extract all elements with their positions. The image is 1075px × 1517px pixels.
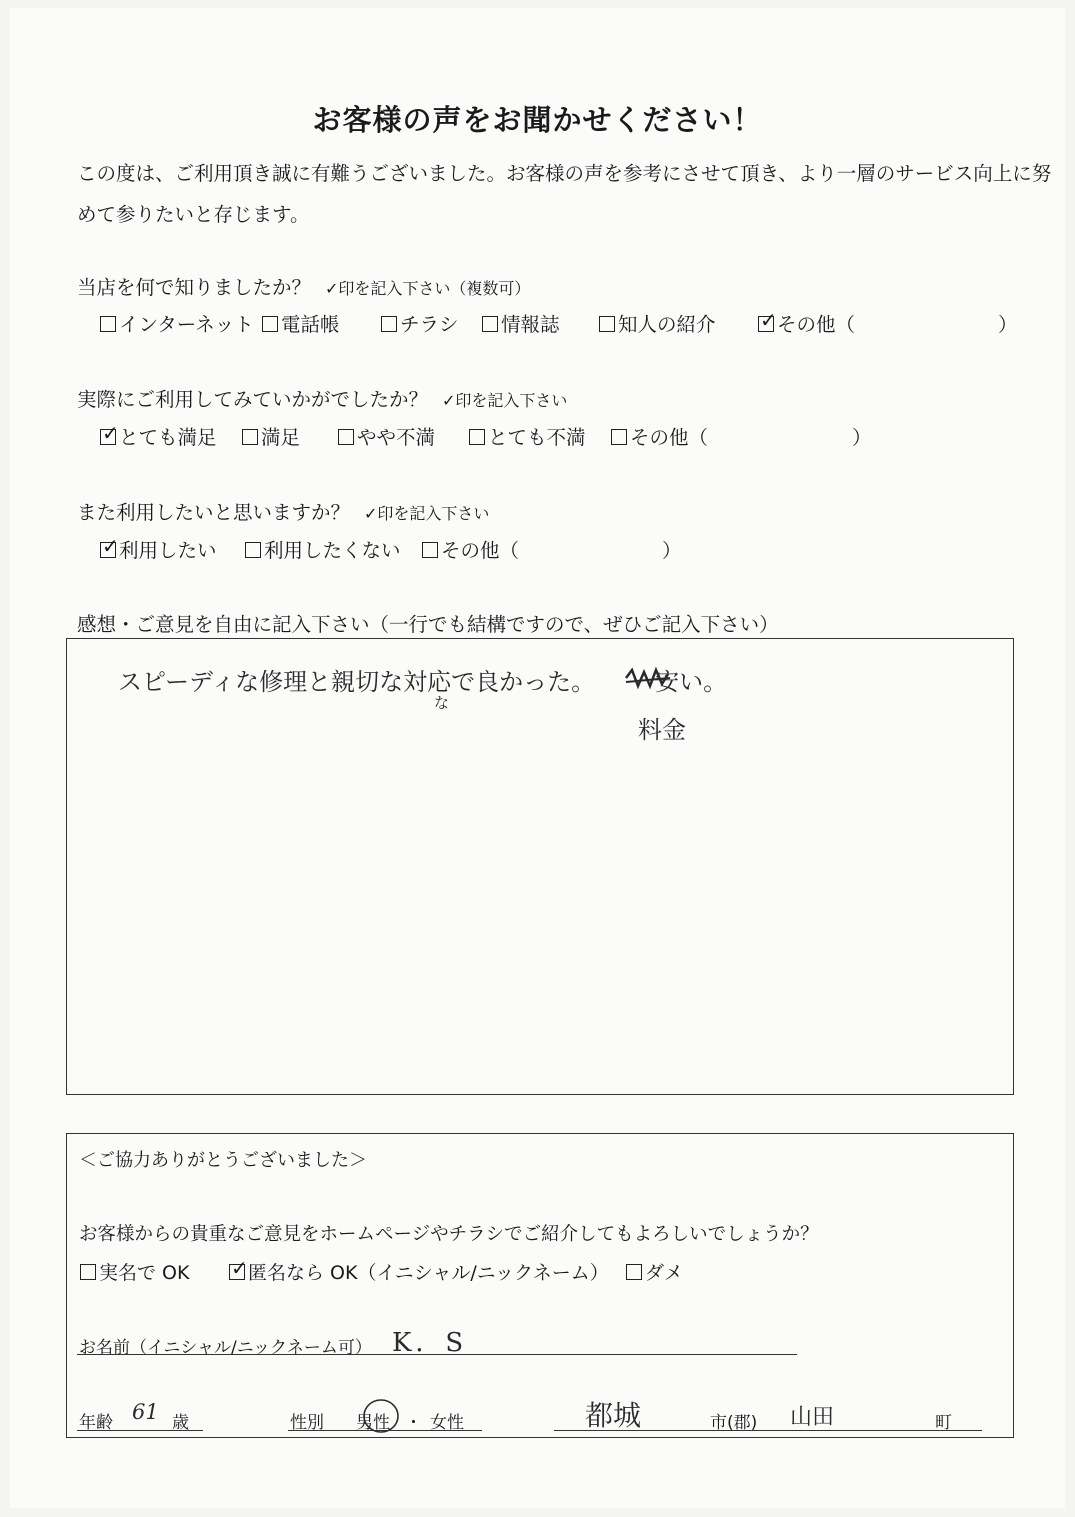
- town-unit: 町: [935, 1413, 952, 1433]
- q2-other-close: ）: [852, 426, 872, 449]
- q2-option-very-satisfied[interactable]: ✓とても満足: [100, 422, 217, 450]
- q2-option-very-dissatisfied[interactable]: とても不満: [469, 422, 586, 450]
- footer-permission-question: お客様からの貴重なご意見をホームページやチラシでご紹介してもよろしいでしょうか？: [79, 1224, 819, 1245]
- q2-option-somewhat-dissatisfied[interactable]: やや不満: [338, 422, 435, 450]
- comment-insert-fee: 料金: [638, 716, 686, 744]
- q3-note: ✓印を記入下さい: [364, 504, 490, 523]
- q2-note: ✓印を記入下さい: [442, 391, 568, 410]
- sex-separator: ・: [405, 1413, 422, 1433]
- checkbox[interactable]: [381, 316, 397, 332]
- q3-question: また利用したいと思いますか？: [77, 501, 351, 524]
- q3-other-close: ）: [662, 539, 682, 562]
- town-value: 山田: [790, 1405, 835, 1430]
- comment-handwritten-line: スピーディな修理と親切な対応で良かった。 安い。: [118, 668, 728, 696]
- age-unit: 歳: [172, 1413, 189, 1433]
- q3-heading: [77, 497, 489, 525]
- footer-thanks: ＜ご協力ありがとうございました＞: [79, 1150, 367, 1171]
- sex-label: 性別: [290, 1413, 324, 1433]
- checkbox[interactable]: [422, 542, 438, 558]
- name-label: お名前（イニシャル/ニックネーム可）: [79, 1338, 372, 1358]
- q1-option-phonebook[interactable]: 電話帳: [262, 309, 340, 337]
- q2-option-satisfied[interactable]: 満足: [242, 422, 300, 450]
- age-underline: [77, 1430, 203, 1431]
- q1-question: 当店を何で知りましたか？: [77, 276, 312, 299]
- name-value: K．S: [392, 1328, 468, 1358]
- checkbox[interactable]: [599, 316, 615, 332]
- address-underline: [554, 1430, 982, 1431]
- checkbox-checked[interactable]: [100, 542, 116, 558]
- q1-option-referral[interactable]: 知人の紹介: [599, 309, 716, 337]
- checkbox[interactable]: [482, 316, 498, 332]
- q1-option-flyer[interactable]: チラシ: [381, 309, 459, 337]
- q4-question: 感想・ご意見を自由に記入下さい（一行でも結構ですので、ぜひご記入下さい）: [77, 613, 779, 636]
- checkbox-checked[interactable]: [229, 1264, 245, 1280]
- checkbox-checked[interactable]: [758, 316, 774, 332]
- sex-male: 男性: [356, 1413, 390, 1433]
- q3-option-other[interactable]: その他（: [422, 535, 519, 563]
- checkbox[interactable]: [242, 429, 258, 445]
- checkbox[interactable]: [338, 429, 354, 445]
- q2-option-other[interactable]: その他（: [611, 422, 708, 450]
- q1-option-magazine[interactable]: 情報誌: [482, 309, 560, 337]
- q1-option-other[interactable]: ✓ その他（: [758, 309, 855, 337]
- q3-option-yes[interactable]: ✓利用したい: [100, 535, 217, 563]
- checkbox[interactable]: [262, 316, 278, 332]
- intro-line-1: この度は、ご利用頂き誠に有難うございました。お客様の声を参考にさせて頂き、より一層のサービス向上に努: [77, 162, 1052, 185]
- intro-line-2: めて参りたいと存じます。: [77, 203, 310, 226]
- checkbox[interactable]: [245, 542, 261, 558]
- q2-question: 実際にご利用してみていかがでしたか？: [77, 388, 429, 411]
- q2-heading: [77, 384, 567, 412]
- page-title: お客様の声をお聞かせください！: [312, 103, 763, 137]
- q3-option-no[interactable]: 利用したくない: [245, 535, 401, 563]
- age-value: 61: [132, 1400, 159, 1424]
- sex-female: 女性: [430, 1413, 464, 1433]
- perm-option-anonymous[interactable]: ✓ 匿名なら OK（イニシャル/ニックネーム）: [229, 1258, 609, 1285]
- scribble-strikeout: [622, 664, 674, 694]
- checkbox[interactable]: [469, 429, 485, 445]
- q1-note: ✓印を記入下さい（複数可）: [325, 279, 531, 298]
- checkbox[interactable]: [100, 316, 116, 332]
- q1-option-internet[interactable]: インターネット: [100, 309, 254, 337]
- age-label: 年齢: [79, 1413, 113, 1433]
- perm-option-realname[interactable]: 実名で OK: [80, 1258, 189, 1285]
- checkbox[interactable]: [611, 429, 627, 445]
- name-underline: [77, 1354, 797, 1355]
- q1-heading: [77, 272, 530, 300]
- comment-insert-na: な: [434, 694, 450, 712]
- city-value: 都城: [585, 1399, 642, 1432]
- checkbox[interactable]: [80, 1264, 96, 1280]
- sex-underline: [288, 1430, 482, 1431]
- city-unit: 市(郡): [710, 1413, 758, 1433]
- checkbox[interactable]: [626, 1264, 642, 1280]
- comment-box[interactable]: [66, 638, 1014, 1095]
- perm-option-no[interactable]: ダメ: [626, 1258, 683, 1285]
- footer-box: [66, 1133, 1014, 1438]
- q1-other-close: ）: [998, 313, 1018, 336]
- checkbox-checked[interactable]: [100, 429, 116, 445]
